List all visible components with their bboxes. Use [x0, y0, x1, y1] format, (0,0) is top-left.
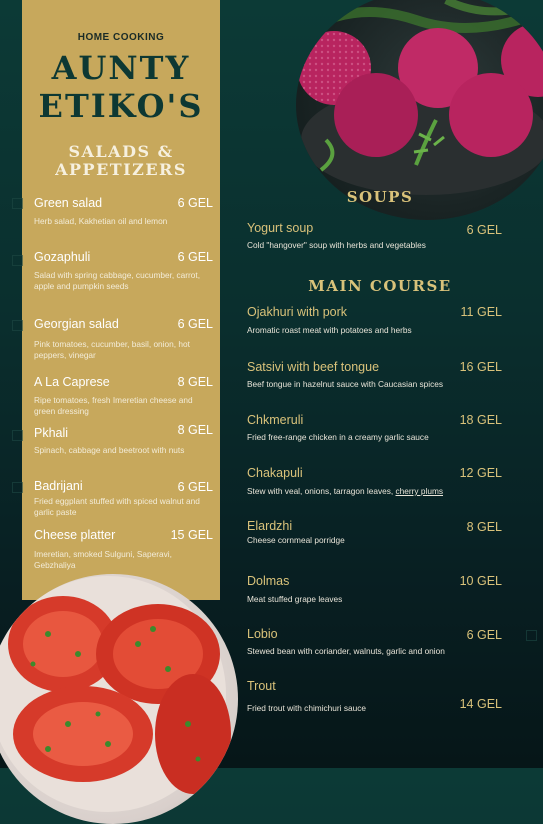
decorative-square — [12, 255, 23, 266]
tomato-salad-image — [0, 574, 238, 824]
beet-balls-image — [296, 0, 543, 220]
menu-item-price: 6 GEL — [177, 317, 213, 331]
menu-item-name: Satsivi with beef tongue — [247, 360, 380, 374]
menu-item-description: Stewed bean with coriander, walnuts, garlic and onion — [247, 646, 445, 656]
menu-item-name: Dolmas — [247, 574, 290, 588]
decorative-square — [12, 482, 23, 493]
cherry-plums-link[interactable]: cherry plums — [395, 486, 444, 496]
menu-item-name: Georgian salad — [34, 317, 119, 331]
menu-item-name: Pkhali — [34, 426, 69, 440]
menu-item-price: 6 GEL — [177, 196, 213, 210]
menu-item-price: 14 GEL — [459, 697, 502, 711]
menu-item-price: 6 GEL — [177, 480, 213, 494]
menu-item-name: Lobio — [247, 627, 278, 641]
menu-item-description: Cheese cornmeal porridge — [247, 535, 345, 545]
menu-item-price: 8 GEL — [466, 520, 502, 534]
soups-title: SOUPS — [346, 188, 414, 206]
menu-item-description: Imeretian, smoked Sulguni, Saperavi, Gebzhaliya — [34, 549, 172, 571]
menu-item-description: Fried trout with chimichuri sauce — [247, 703, 366, 713]
main-course-title: MAIN COURSE — [308, 277, 452, 295]
eyebrow-text: HOME COOKING — [77, 32, 165, 43]
decorative-square — [526, 630, 537, 641]
menu-item-name: Ojakhuri with pork — [247, 305, 348, 319]
menu-item-price: 12 GEL — [459, 466, 502, 480]
decorative-square — [12, 198, 23, 209]
salads-title-line1: SALADS & — [68, 142, 174, 161]
restaurant-name-line2: ETIKO'S — [38, 87, 204, 125]
menu-item-description-text: Stew with veal, onions, tarragon leaves, — [247, 486, 394, 496]
menu-item-description: Fried free-range chicken in a creamy garlic sauce — [247, 432, 429, 442]
menu-item-price: 6 GEL — [466, 223, 502, 237]
menu-item-name: Yogurt soup — [247, 221, 314, 235]
menu-item-description: Spinach, cabbage and beetroot with nuts — [34, 445, 185, 455]
menu-item-name: Green salad — [34, 196, 103, 210]
menu-item-description: Salad with spring cabbage, cucumber, carrot, apple and pumpkin seeds — [34, 270, 201, 292]
menu-item-name: Elardzhi — [247, 519, 293, 533]
menu-item-name: Badrijani — [34, 479, 83, 493]
menu-item-name: Gozaphuli — [34, 250, 91, 264]
restaurant-name-line1: AUNTY — [51, 49, 191, 87]
menu-item-description: Ripe tomatoes, fresh Imeretian cheese and green dressing — [34, 395, 193, 417]
menu-item-price: 11 GEL — [460, 305, 502, 319]
menu-item-price: 18 GEL — [459, 413, 502, 427]
menu-item-description: Beef tongue in hazelnut sauce with Caucasian spices — [247, 379, 444, 389]
menu-item-description: Pink tomatoes, cucumber, basil, onion, hot peppers, vinegar — [34, 339, 190, 361]
beet-balls-photo — [296, 0, 543, 220]
menu-item-description — [247, 486, 517, 497]
menu-item-description: Aromatic roast meat with potatoes and herbs — [247, 325, 412, 335]
salads-title-line2: APPETIZERS — [55, 160, 187, 179]
menu-item-name: A La Caprese — [34, 375, 110, 389]
menu-item-name: Chakapuli — [247, 466, 303, 480]
menu-item-description: Herb salad, Kakhetian oil and lemon — [34, 216, 168, 226]
menu-item-name: Chkmeruli — [247, 413, 304, 427]
menu-item-price: 10 GEL — [459, 574, 502, 588]
menu-item-price: 8 GEL — [177, 375, 213, 389]
menu-item-price: 6 GEL — [177, 250, 213, 264]
menu-item-price: 16 GEL — [459, 360, 502, 374]
menu-item-price: 6 GEL — [466, 628, 502, 642]
menu-item-name: Trout — [247, 679, 276, 693]
decorative-square — [12, 430, 23, 441]
decorative-square — [12, 320, 23, 331]
menu-item-price: 8 GEL — [177, 423, 213, 437]
menu-item-description: Cold "hangover" soup with herbs and vegetables — [247, 240, 426, 250]
menu-item-price: 15 GEL — [170, 528, 213, 542]
tomato-salad-photo — [0, 574, 238, 824]
menu-item-name: Cheese platter — [34, 528, 116, 542]
menu-item-description: Fried eggplant stuffed with spiced walnut and garlic paste — [34, 496, 200, 518]
menu-item-description: Meat stuffed grape leaves — [247, 594, 343, 604]
